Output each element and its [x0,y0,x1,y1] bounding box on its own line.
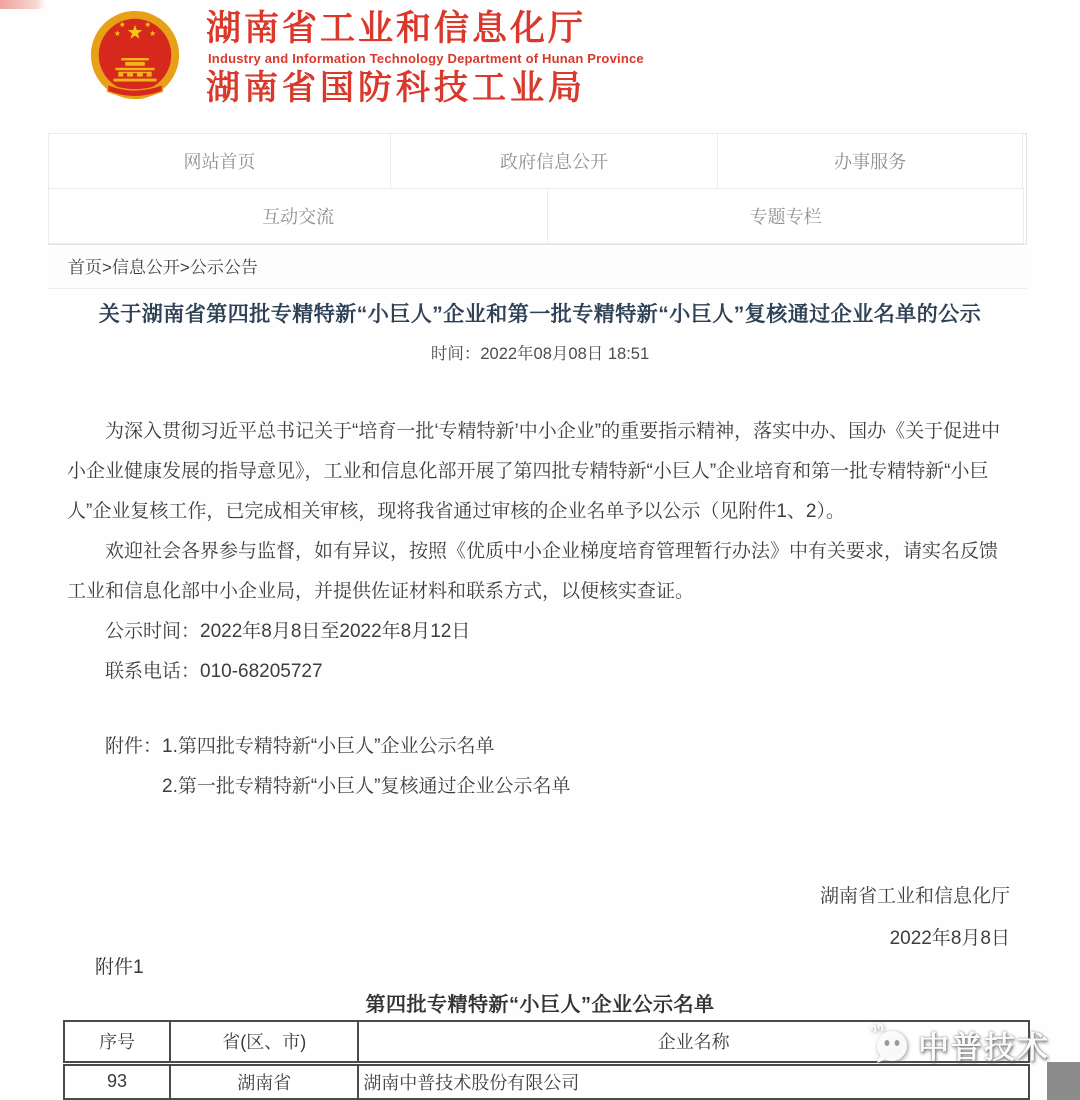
org-name-cn: 湖南省工业和信息化厅 [206,8,587,48]
watermark-text: 中普技术 [918,1030,1050,1065]
nav-item-interaction[interactable]: 互动交流 [48,188,548,244]
breadcrumb[interactable]: 首页>信息公开>公示公告 [48,247,1027,289]
col-header-company: 企业名称 [358,1021,1029,1063]
attachment-line-1[interactable]: 附件：1.第四批专精特新“小巨人”企业公示名单 [105,736,495,757]
chat-bubble-logo-icon [868,1023,912,1067]
org-name2-cn: 湖南省国防科技工业局 [206,68,586,107]
nav-row-1 [49,134,1026,189]
col-header-no: 序号 [64,1021,170,1063]
paragraph-1: 为深入贯彻习近平总书记关于“培育一批‘专精特新’中小企业”的重要指示精神，落实中办、国办《关于促进中小企业健康发展的指导意见》，工业和信息化部开展了第四批专精特新“小巨人”企业培育和第一批专精特新“小巨人”企业复核工作，已完成相关审核，现将我省通过审核的企业名单予以公示（见附件1、2）。 [67,421,1001,522]
nav-item-services[interactable]: 办事服务 [717,133,1023,189]
china-national-emblem-icon [86,8,184,108]
cell-province: 湖南省 [170,1063,358,1099]
publicity-period: 公示时间：2022年8月8日至2022年8月12日 [105,621,471,642]
main-nav [48,133,1027,245]
nav-row-2 [49,189,1026,244]
paragraph-2: 欢迎社会各界参与监督，如有异议，按照《优质中小企业梯度培育管理暂行办法》中有关要求，请实名反馈工业和信息化部中小企业局，并提供佐证材料和联系方式，以便核实查证。 [67,541,999,602]
col-header-province: 省(区、市) [170,1021,358,1063]
nav-item-gov-info[interactable]: 政府信息公开 [390,133,718,189]
attachment1-label: 附件1 [95,957,144,978]
table-row [64,1063,1029,1099]
signature-org: 湖南省工业和信息化厅 [819,886,1010,907]
attachment1-table-title: 第四批专精特新“小巨人”企业公示名单 [365,994,715,1016]
watermark [868,1022,1050,1067]
attachment-list [67,727,1011,807]
signature-block [820,876,1010,960]
corner-gray-block [1047,1062,1080,1100]
cell-company: 湖南中普技术股份有限公司 [358,1063,1029,1099]
nav-item-special-columns[interactable]: 专题专栏 [547,188,1024,244]
org-name-en: Industry and Information Technology Department of Hunan Province [208,50,644,66]
cell-no: 93 [64,1063,170,1099]
nav-item-home[interactable]: 网站首页 [48,133,391,189]
corner-red-decoration [0,0,46,9]
article-time: 时间：2022年08月08日 18:51 [430,345,650,363]
site-masthead [86,8,644,108]
org-title-block [206,10,644,107]
signature-date: 2022年8月8日 [889,928,1010,949]
article-body [67,412,1011,807]
contact-phone: 联系电话：010-68205727 [105,661,323,682]
article-title: 关于湖南省第四批专精特新“小巨人”企业和第一批专精特新“小巨人”复核通过企业名单的公示 [98,303,982,326]
attachment-line-2[interactable]: 2.第一批专精特新“小巨人”复核通过企业公示名单 [162,776,571,797]
